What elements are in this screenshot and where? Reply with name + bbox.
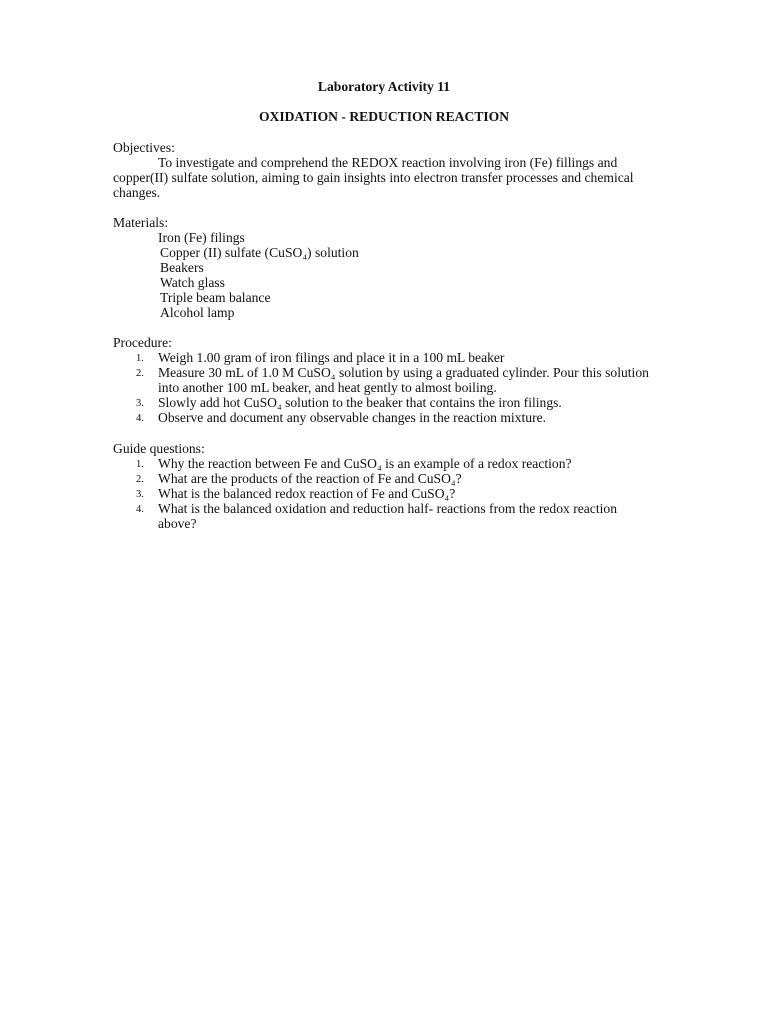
material-item: Triple beam balance — [160, 290, 271, 305]
materials-list — [113, 230, 673, 320]
step-number: 1. — [136, 353, 144, 364]
question-text: What is the balanced redox reaction of Fe and CuSO₄? — [158, 486, 456, 501]
guide-question — [113, 501, 658, 531]
material-item: Copper (II) sulfate (CuSO₄) solution — [160, 245, 359, 260]
guide-heading: Guide questions: — [113, 441, 205, 456]
procedure-step — [113, 350, 658, 365]
step-number: 3. — [136, 398, 144, 409]
material-item: Beakers — [160, 260, 204, 275]
step-number: 4. — [136, 413, 144, 424]
procedure-step — [113, 365, 658, 395]
procedure-step — [113, 410, 658, 425]
materials-section — [113, 215, 673, 320]
question-number: 4. — [136, 504, 144, 515]
objectives-heading: Objectives: — [113, 140, 175, 155]
step-number: 2. — [136, 368, 144, 379]
step-text: Slowly add hot CuSO₄ solution to the beaker that contains the iron filings. — [158, 395, 562, 410]
question-number: 1. — [136, 459, 144, 470]
question-text: Why the reaction between Fe and CuSO₄ is an example of a redox reaction? — [158, 456, 572, 471]
page-title: Laboratory Activity 11 — [317, 79, 451, 94]
material-item: Watch glass — [160, 275, 225, 290]
material-item: Iron (Fe) filings — [158, 230, 245, 245]
guide-question — [113, 486, 658, 501]
material-item: Alcohol lamp — [160, 305, 235, 320]
step-text: Measure 30 mL of 1.0 M CuSO₄ solution by using a graduated cylinder. Pour this solution into another 100 mL beaker, and heat gently to almost boiling. — [158, 365, 649, 395]
guide-question — [113, 471, 658, 486]
guide-list — [113, 456, 673, 531]
materials-heading: Materials: — [113, 215, 169, 230]
step-text: Observe and document any observable changes in the reaction mixture. — [158, 410, 547, 425]
guide-question — [113, 456, 658, 471]
procedure-section — [113, 335, 673, 425]
objectives-text: To investigate and comprehend the REDOX reaction involving iron (Fe) fillings and copper(II) sulfate solution, aiming to gain insights into electron transfer processes and chemical changes. — [113, 155, 634, 200]
procedure-heading: Procedure: — [113, 335, 172, 350]
question-number: 3. — [136, 489, 144, 500]
step-text: Weigh 1.00 gram of iron filings and place it in a 100 mL beaker — [158, 350, 505, 365]
question-text: What are the products of the reaction of Fe and CuSO₄? — [158, 471, 462, 486]
page-subtitle: OXIDATION - REDUCTION REACTION — [258, 109, 510, 124]
procedure-step — [113, 395, 658, 410]
guide-section — [113, 441, 673, 531]
objectives-section — [113, 140, 673, 200]
procedure-list — [113, 350, 673, 425]
question-text: What is the balanced oxidation and reduction half- reactions from the redox reaction above? — [158, 501, 617, 531]
question-number: 2. — [136, 474, 144, 485]
